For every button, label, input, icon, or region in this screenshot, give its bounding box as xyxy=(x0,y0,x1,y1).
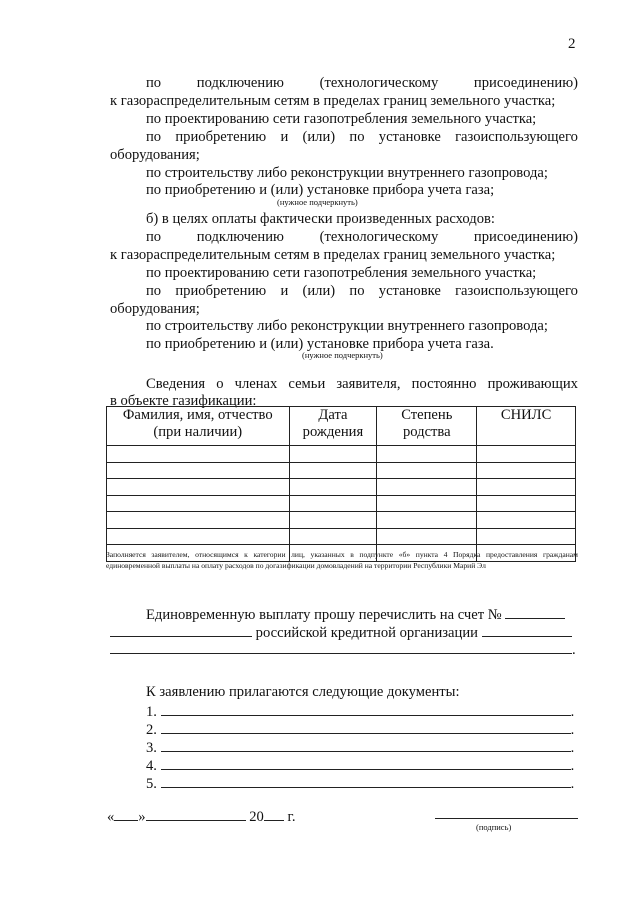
section-b-line-4: по приобретению и (или) по установке газоиспользующего xyxy=(146,283,578,299)
account-number-field[interactable] xyxy=(505,604,565,619)
table-row xyxy=(107,446,576,463)
table-cell[interactable] xyxy=(377,495,477,512)
table-footnote: Заполняется заявителем, относящимся к категории лиц, указанных в подпункте «б» пункта 4 Порядка предоставления гражданам единовременной выплаты на оплату расходов по догазификации домовладений на территории Республики Марий Эл xyxy=(106,550,578,570)
table-cell[interactable] xyxy=(377,479,477,496)
table-cell[interactable] xyxy=(289,512,377,529)
table-row xyxy=(107,462,576,479)
attachment-field-4[interactable] xyxy=(161,755,571,770)
attachment-field-5[interactable] xyxy=(161,773,571,788)
column-header-birthdate: Дата рождения xyxy=(289,407,377,446)
column-header-snils: СНИЛС xyxy=(477,407,576,446)
attachment-field-1[interactable] xyxy=(161,701,571,716)
table-cell[interactable] xyxy=(107,528,290,545)
section-a-note: (нужное подчеркнуть) xyxy=(277,197,358,207)
payment-line-3: . xyxy=(110,639,578,659)
section-b-heading: б) в целях оплаты фактически произведенных расходов: xyxy=(146,211,495,227)
section-b-line-7: по приобретению и (или) установке прибора учета газа. xyxy=(146,336,494,352)
section-a-line-4: по приобретению и (или) по установке газоиспользующего xyxy=(146,129,578,145)
attachments-intro: К заявлению прилагаются следующие документы: xyxy=(146,684,460,700)
payment-line-1: Единовременную выплату прошу перечислить на счет № xyxy=(146,604,578,624)
column-header-name: Фамилия, имя, отчество (при наличии) xyxy=(107,407,290,446)
bank-name-field[interactable] xyxy=(482,622,572,637)
section-a-line-1: по подключению (технологическому присоединению) xyxy=(146,75,578,91)
table-header-row xyxy=(107,407,576,446)
table-cell[interactable] xyxy=(477,512,576,529)
section-b-note: (нужное подчеркнуть) xyxy=(302,350,383,360)
section-b-line-2: к газораспределительным сетям в пределах границ земельного участка; xyxy=(110,247,556,263)
page-number: 2 xyxy=(568,36,576,52)
table-row xyxy=(107,479,576,496)
table-cell[interactable] xyxy=(289,479,377,496)
family-intro-line-1: Сведения о членах семьи заявителя, постоянно проживающих xyxy=(146,376,578,392)
table-cell[interactable] xyxy=(107,446,290,463)
table-cell[interactable] xyxy=(289,446,377,463)
attachment-item-2: 2. . xyxy=(146,719,578,739)
family-intro-line-2: в объекте газификации: xyxy=(110,393,257,409)
attachment-field-2[interactable] xyxy=(161,719,571,734)
table-cell[interactable] xyxy=(107,512,290,529)
table-cell[interactable] xyxy=(477,446,576,463)
table-cell[interactable] xyxy=(477,479,576,496)
section-b-line-3: по проектированию сети газопотребления земельного участка; xyxy=(146,265,537,281)
table-cell[interactable] xyxy=(377,528,477,545)
table-cell[interactable] xyxy=(289,495,377,512)
column-header-relation: Степень родства xyxy=(377,407,477,446)
section-b-line-5: оборудования; xyxy=(110,301,200,317)
attachment-item-3: 3. . xyxy=(146,737,578,757)
account-number-field-continued[interactable] xyxy=(110,622,252,637)
day-field[interactable] xyxy=(114,806,138,821)
family-members-table xyxy=(106,406,576,562)
year-field[interactable] xyxy=(264,806,284,821)
table-cell[interactable] xyxy=(377,462,477,479)
month-field[interactable] xyxy=(146,806,246,821)
table-cell[interactable] xyxy=(107,479,290,496)
section-a-line-7: по приобретению и (или) установке прибора учета газа; xyxy=(146,182,495,198)
attachment-item-4: 4. . xyxy=(146,755,578,775)
section-a-line-5: оборудования; xyxy=(110,147,200,163)
attachment-item-1: 1. . xyxy=(146,701,578,721)
section-a-line-6: по строительству либо реконструкции внутреннего газопровода; xyxy=(146,165,548,181)
attachment-field-3[interactable] xyxy=(161,737,571,752)
attachment-item-5: 5. . xyxy=(146,773,578,793)
signature-field[interactable] xyxy=(435,818,578,819)
table-row xyxy=(107,512,576,529)
table-cell[interactable] xyxy=(377,512,477,529)
table-cell[interactable] xyxy=(107,462,290,479)
table-cell[interactable] xyxy=(289,528,377,545)
table-cell[interactable] xyxy=(377,446,477,463)
payment-line-2: российской кредитной организации xyxy=(110,622,578,642)
table-cell[interactable] xyxy=(289,462,377,479)
section-a-line-3: по проектированию сети газопотребления земельного участка; xyxy=(146,111,537,127)
table-row xyxy=(107,528,576,545)
table-row xyxy=(107,495,576,512)
table-cell[interactable] xyxy=(477,528,576,545)
table-cell[interactable] xyxy=(107,495,290,512)
table-cell[interactable] xyxy=(477,462,576,479)
section-a-line-2: к газораспределительным сетям в пределах границ земельного участка; xyxy=(110,93,556,109)
section-b-line-1: по подключению (технологическому присоединению) xyxy=(146,229,578,245)
table-cell[interactable] xyxy=(477,495,576,512)
signature-caption: (подпись) xyxy=(476,822,512,832)
section-b-line-6: по строительству либо реконструкции внутреннего газопровода; xyxy=(146,318,548,334)
bank-name-field-continued[interactable] xyxy=(110,639,572,654)
date-line: « » 20 г. xyxy=(107,806,575,826)
